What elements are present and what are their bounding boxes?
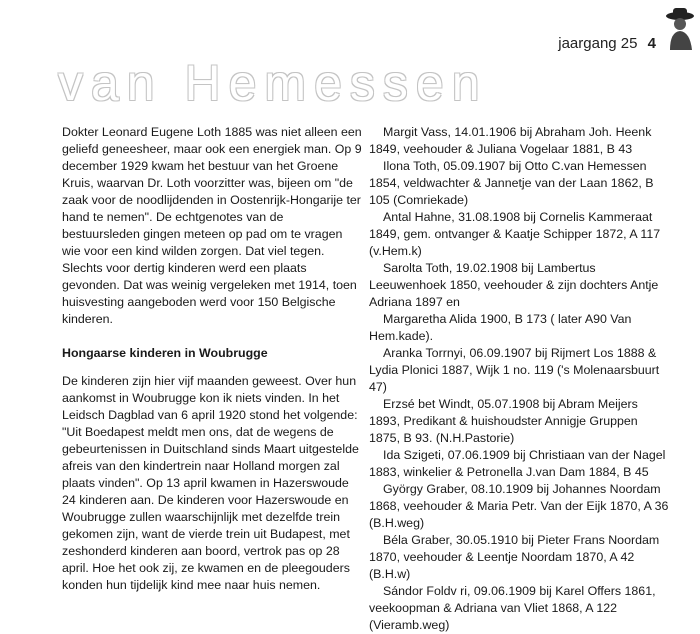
masthead-title: van Hemessen [58, 55, 488, 111]
section-heading: Hongaarse kinderen in Woubrugge [62, 346, 268, 360]
left-column [62, 124, 364, 594]
list-item: Ilona Toth, 05.09.1907 bij Otto C.van Hemessen 1854, veldwachter & Jannetje van der Laan 1862, B 105 (Comriekade) [369, 159, 654, 207]
list-item: Aranka Torrnyi, 06.09.1907 bij Rijmert Los 1888 & Lydia Plonici 1887, Wijk 1 no. 119 ('s Molenaarsbuurt 47) [369, 346, 660, 394]
journal-label: jaargang 25 [558, 35, 638, 52]
body-paragraph: De kinderen zijn hier vijf maanden geweest. Over hun aankomst in Woubrugge kon ik niets vinden. In het Leidsch Dagblad van 6 april 1920 stond het volgende: "Uit Boedapest meldt men ons, dat de wegens de gebeurtenissen in Duitschland sinds Maart uitgestelde afreis van den kindertrein naar Holland morgen zal plaats vinden". Op 13 april kwamen in Hazerswoude 24 kinderen aan. De kinderen voor Hazerswoude en Woubrugge zullen waarschijnlijk met dezelfde trein gekomen zijn, want de vierde trein uit Budapest, met zeshonderd kinderen aan boord, vertrok pas op 28 april. Hoe het ook zij, ze kwamen en de pleegouders konden hun tijdelijk kind mee naar huis nemen. [62, 374, 359, 592]
list-item: Antal Hahne, 31.08.1908 bij Cornelis Kammeraat 1849, gem. ontvanger & Kaatje Schipper 1872, A 117 (v.Hem.k) [369, 210, 661, 258]
hat-figure-icon [660, 6, 698, 50]
list-item: Margit Vass, 14.01.1906 bij Abraham Joh. Heenk 1849, veehouder & Juliana Vogelaar 1881, B 43 [369, 125, 652, 156]
right-column [369, 124, 669, 634]
list-item: Margaretha Alida 1900, B 173 ( later A90 Van Hem.kade). [369, 312, 632, 343]
list-item: Sarolta Toth, 19.02.1908 bij Lambertus Leeuwenhoek 1850, veehouder & zijn dochters Antje Adriana 1897 en [369, 261, 659, 309]
list-item: Erzsé bet Windt, 05.07.1908 bij Abram Meijers 1893, Predikant & huishoudster Annigje Gruppen 1875, B 93. (N.H.Pastorie) [369, 397, 638, 445]
page-number: 4 [647, 35, 656, 52]
intro-paragraph: Dokter Leonard Eugene Loth 1885 was niet alleen een geliefd geneesheer, maar ook een energiek man. Op 9 december 1929 kwam het bestuur van het Groene Kruis, waarvan Dr. Loth voorzitter was, bijeen om "de zaak voor de noodlijdenden in Oostenrijk-Hongarije ter hand te nemen". De echtgenotes van de bestuursleden gingen meteen op pad om te vragen wie voor een kind wilden zorgen. Dat viel tegen. Slechts voor dertig kinderen werd een plaats gevonden. Dat was weinig vergeleken met 1914, toen huisvesting aangeboden werd voor 150 Belgische kinderen. [62, 125, 362, 326]
page-header [558, 35, 656, 52]
list-item: Béla Graber, 30.05.1910 bij Pieter Frans Noordam 1870, veehouder & Leentje Noordam 1870, A 42 (B.H.w) [369, 533, 660, 581]
list-item: Ida Szigeti, 07.06.1909 bij Christiaan van der Nagel 1883, winkelier & Petronella J.van Dam 1884, B 45 [369, 448, 666, 479]
list-item: György Graber, 08.10.1909 bij Johannes Noordam 1868, veehouder & Maria Petr. Van der Eijk 1870, A 36 (B.H.weg) [369, 482, 669, 530]
list-item: Sándor Foldv ri, 09.06.1909 bij Karel Offers 1861, veekoopman & Adriana van Vliet 1868, A 122 (Vieramb.weg) [369, 584, 656, 632]
